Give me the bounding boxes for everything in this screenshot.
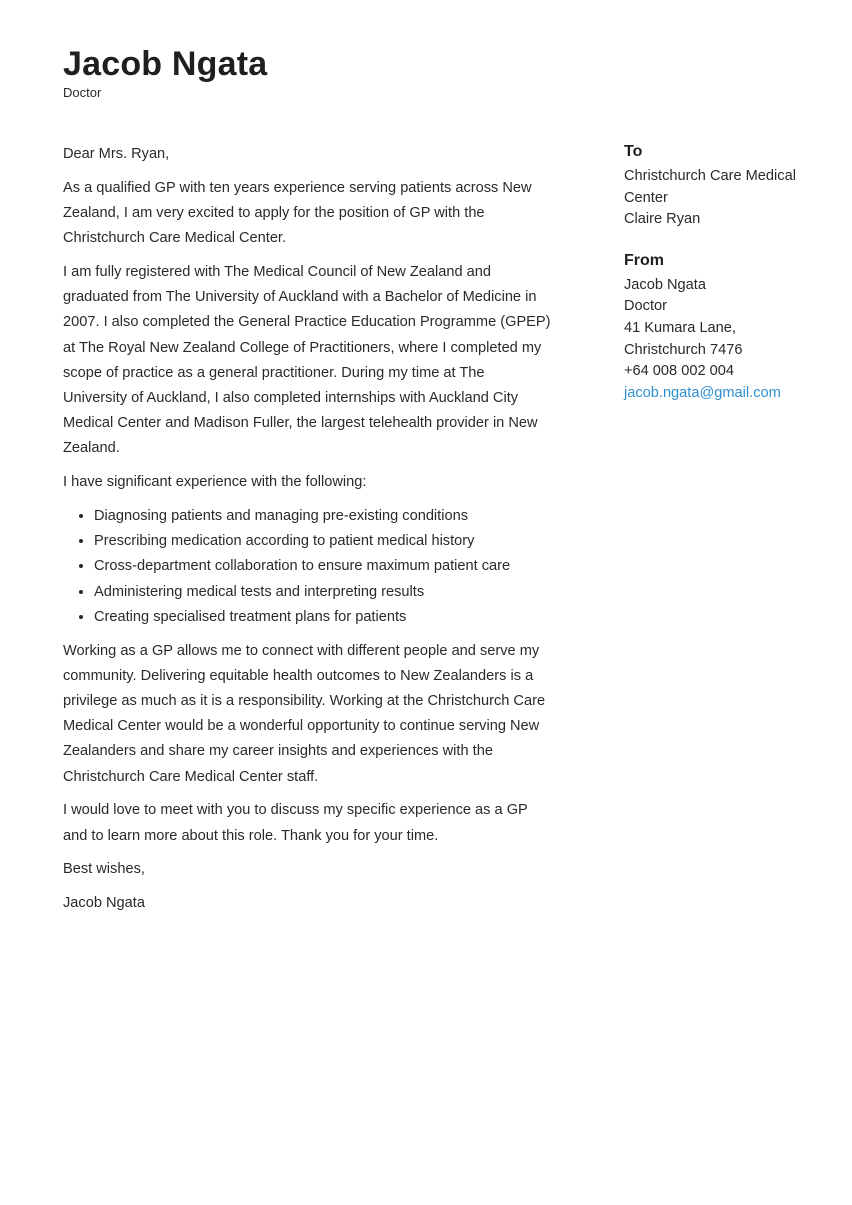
paragraph-intro: As a qualified GP with ten years experience serving patients across New Zealand, I am very excited to apply for the position of GP with the Christchurch Care Medical Center. — [63, 179, 532, 247]
list-item: • Diagnosing patients and managing pre-existing conditions — [94, 504, 551, 529]
recipient-organization: Christchurch Care Medical Center — [624, 168, 796, 206]
contact-sidebar — [624, 141, 824, 423]
applicant-name: Jacob Ngata — [63, 45, 268, 83]
sender-block — [624, 250, 824, 405]
letter-header — [63, 43, 267, 101]
list-item: • Creating specialised treatment plans for patients — [94, 605, 551, 630]
list-item: • Administering medical tests and interpreting results — [94, 580, 551, 605]
paragraph-qualifications: I am fully registered with The Medical Council of New Zealand and graduated from The University of Auckland with a Bachelor of Medicine in 2007. I also completed the General Practice Education Programme (GPEP) at The Royal New Zealand College of Practitioners, where I completed my scope of practice as a general practitioner. During my time at The University of Auckland, I also completed internships with Auckland City Medical Center and Madison Fuller, the largest telehealth provider in New Zealand. — [63, 264, 551, 457]
closing: Best wishes, — [63, 861, 145, 878]
paragraph-closing-request: I would love to meet with you to discuss my specific experience as a GP and to learn more about this role. Thank you for your time. — [63, 802, 528, 844]
paragraph-experience-intro: I have significant experience with the following: — [63, 474, 367, 491]
sender-heading: From — [624, 251, 664, 269]
applicant-title: Doctor — [63, 85, 102, 100]
recipient-person: Claire Ryan — [624, 211, 701, 228]
recipient-block — [624, 141, 824, 231]
signature: Jacob Ngata — [63, 895, 145, 912]
sender-phone: +64 008 002 004 — [624, 363, 734, 380]
sender-name: Jacob Ngata — [624, 276, 706, 293]
sender-address-line-1: 41 Kumara Lane, — [624, 319, 736, 336]
sender-address-line-2: Christchurch 7476 — [624, 341, 743, 358]
experience-list — [63, 504, 551, 630]
letter-body — [63, 142, 551, 925]
paragraph-motivation: Working as a GP allows me to connect with different people and serve my community. Delivering equitable health outcomes to New Zealanders is a privilege as much as it is a responsibility. Working at the Christchurch Care Medical Center would be a wonderful opportunity to continue serving New Zealanders and share my career insights and experiences with the Christchurch Care Medical Center staff. — [63, 642, 546, 785]
recipient-heading: To — [624, 143, 643, 160]
sender-email-link[interactable]: jacob.ngata@gmail.com — [624, 384, 781, 401]
sender-title: Doctor — [624, 298, 667, 315]
list-item: • Prescribing medication according to patient medical history — [94, 529, 551, 554]
list-item: • Cross-department collaboration to ensure maximum patient care — [94, 554, 551, 579]
salutation: Dear Mrs. Ryan, — [63, 146, 170, 162]
